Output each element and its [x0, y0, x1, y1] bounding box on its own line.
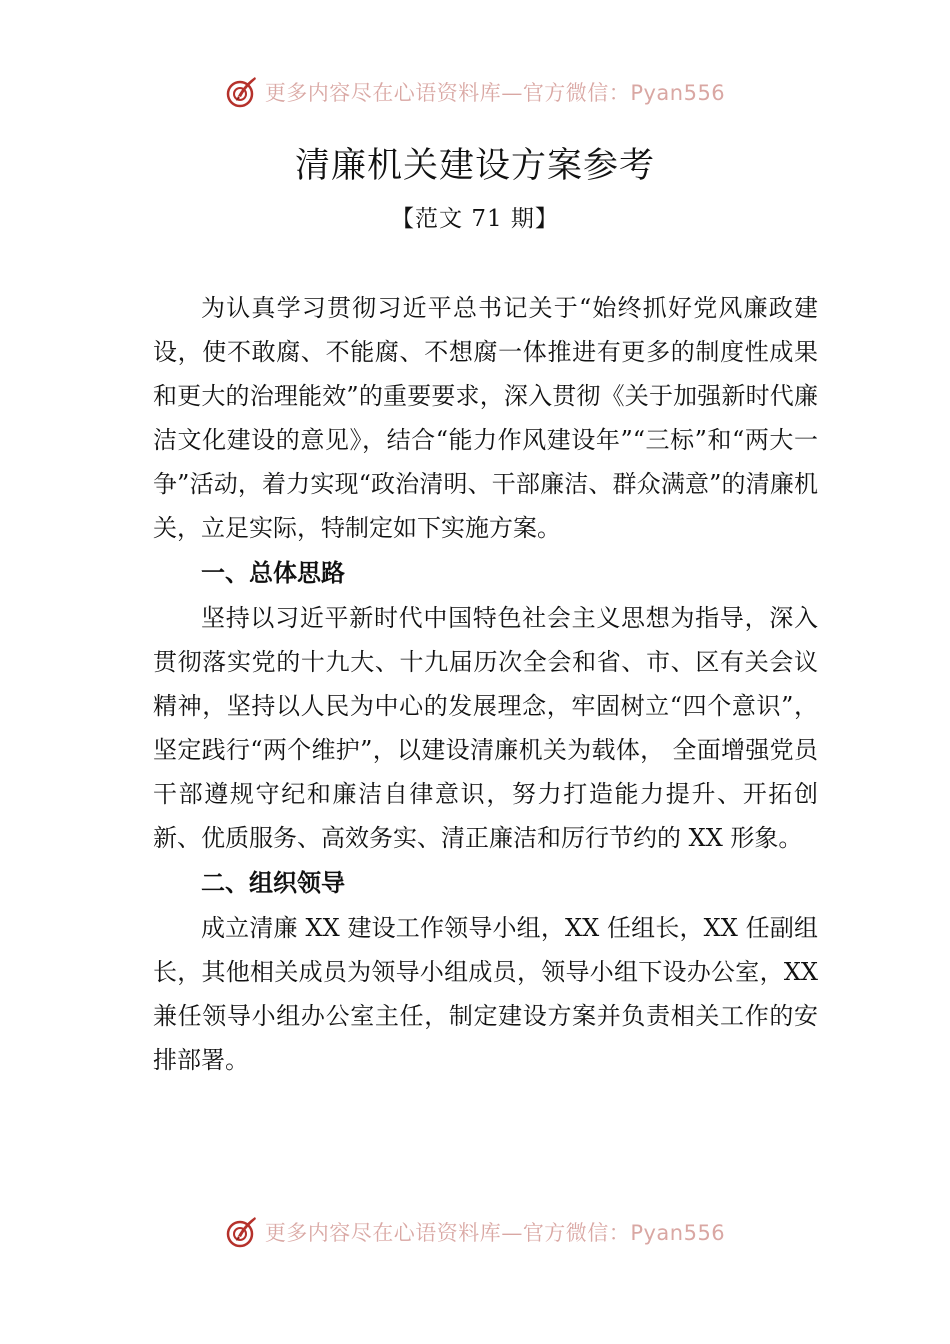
document-title: 清廉机关建设方案参考 — [294, 146, 655, 186]
section-heading-organization: 二、组织领导 — [201, 869, 345, 897]
banner-wechat-id: Pyan556 — [630, 1221, 726, 1245]
banner-dash: — — [501, 1221, 523, 1245]
quill-pen-logo-icon — [225, 1215, 259, 1249]
section-body-organization: 成立清廉 XX 建设工作领导小组，XX 任组长，XX 任副组长，其他相关成员为领导小组成员，领导小组下设办公室，XX 兼任领导小组办公室主任，制定建设方案并负责相关工作的安排部署。 — [153, 914, 818, 1074]
header-banner — [0, 70, 950, 114]
section-heading-overall-approach: 一、总体思路 — [201, 559, 345, 587]
banner-wechat-label: 官方微信： — [522, 1221, 631, 1245]
intro-paragraph: 为认真学习贯彻习近平总书记关于“始终抓好党风廉政建设，使不敢腐、不能腐、不想腐一体推进有更多的制度性成果和更大的治理能效”的重要要求，深入贯彻《关于加强新时代廉洁文化建设的意见》，结合“能力作风建设年”“三标”和“两大一争”活动，着力实现“政治清明、干部廉洁、群众满意”的清廉机关，立足实际，特制定如下实施方案。 — [153, 294, 818, 542]
banner-text — [265, 1217, 725, 1247]
banner-text — [265, 77, 725, 107]
footer-banner — [0, 1210, 950, 1254]
banner-library-name: 更多内容尽在心语资料库 — [264, 81, 502, 105]
banner-library-name: 更多内容尽在心语资料库 — [264, 1221, 502, 1245]
section-body-overall-approach: 坚持以习近平新时代中国特色社会主义思想为指导，深入贯彻落实党的十九大、十九届历次全会和省、市、区有关会议精神，坚持以人民为中心的发展理念，牢固树立“四个意识”，坚定践行“两个维护”，以建设清廉机关为载体， 全面增强党员干部遵规守纪和廉洁自律意识，努力打造能力提升、开拓创新、优质服务、高效务实、清正廉洁和厉行节约的 XX 形象。 — [153, 604, 818, 852]
banner-wechat-id: Pyan556 — [630, 81, 726, 105]
quill-pen-logo-icon — [225, 75, 259, 109]
banner-wechat-label: 官方微信： — [522, 81, 631, 105]
document-body — [153, 286, 818, 1082]
document-subtitle: 【范文 71 期】 — [391, 206, 559, 232]
banner-dash: — — [501, 81, 523, 105]
